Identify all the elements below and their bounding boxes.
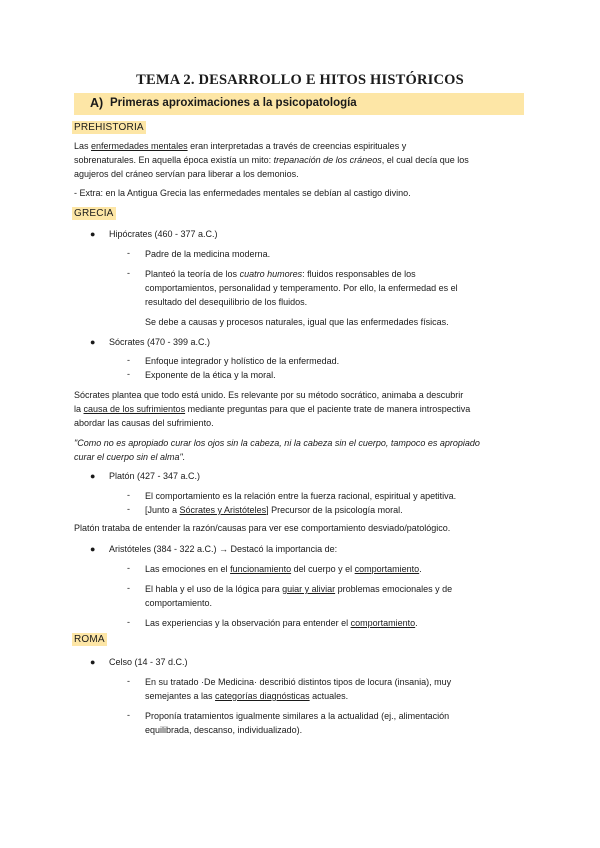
quote-line-1: "Como no es apropiado curar los ojos sin la cabeza, ni la cabeza sin el cuerpo, tampoco es apropiado — [74, 438, 480, 448]
section-header — [74, 93, 524, 115]
socrates-sub-1: Enfoque integrador y holístico de la enfermedad. — [145, 356, 340, 366]
hipocrates-item: Hipócrates (460 - 377 a.C.) — [109, 229, 218, 239]
dash-icon: - — [127, 248, 130, 258]
prehistoria-line-1: Las enfermedades mentales eran interpretadas a través de creencias espirituales y — [74, 141, 407, 151]
heading-prehistoria: PREHISTORIA — [74, 122, 144, 133]
hipocrates-sub-2-line-1: Planteó la teoría de los cuatro humores: fluidos responsables de los — [145, 269, 416, 279]
dash-icon: - — [127, 710, 130, 720]
celso-sub-1-line-2: semejantes a las categorías diagnósticas actuales. — [145, 691, 349, 701]
bullet-icon: ● — [90, 471, 96, 481]
prehistoria-line-2: sobrenaturales. En aquella época existía un mito: trepanación de los cráneos, el cual decía que los — [74, 155, 469, 165]
dash-icon: - — [127, 490, 130, 500]
hipocrates-sub-3: Se debe a causas y procesos naturales, igual que las enfermedades físicas. — [145, 317, 449, 327]
dash-icon: - — [127, 676, 130, 686]
socrates-para-line-1: Sócrates plantea que todo está unido. Es relevante por su método socrático, animaba a descubrir — [74, 390, 464, 400]
dash-icon: - — [127, 504, 130, 514]
celso-sub-2-line-2: equilibrada, descanso, individualizado). — [145, 725, 303, 735]
quote-line-2: curar el cuerpo sin el alma". — [74, 452, 186, 462]
prehistoria-extra: - Extra: en la Antigua Grecia las enfermedades mentales se debían al castigo divino. — [74, 188, 411, 198]
dash-icon: - — [127, 583, 130, 593]
hipocrates-sub-2-line-2: comportamientos, personalidad y temperamento. Por ello, la enfermedad es el — [145, 283, 458, 293]
aristoteles-sub-2-line-2: comportamiento. — [145, 598, 213, 608]
aristoteles-sub-2-line-1: El habla y el uso de la lógica para guiar y aliviar problemas emocionales y de — [145, 584, 453, 594]
hipocrates-sub-2-line-3: resultado del desequilibrio de los fluidos. — [145, 297, 308, 307]
prehistoria-line-3: agujeros del cráneo servían para liberar a los demonios. — [74, 169, 299, 179]
heading-roma: ROMA — [74, 634, 105, 645]
platon-sub-1: El comportamiento es la relación entre la fuerza racional, espiritual y apetitiva. — [145, 491, 457, 501]
bullet-icon: ● — [90, 337, 96, 347]
bullet-icon: ● — [90, 657, 96, 667]
page-title: TEMA 2. DESARROLLO E HITOS HISTÓRICOS — [136, 72, 464, 88]
socrates-para-line-2: la causa de los sufrimientos mediante preguntas para que el paciente trate de manera introspectiva — [74, 404, 471, 414]
dash-icon: - — [127, 563, 130, 573]
dash-icon: - — [127, 268, 130, 278]
section-label: Primeras aproximaciones a la psicopatología — [110, 97, 357, 109]
platon-para: Platón trataba de entender la razón/causas para ver ese comportamiento desviado/patológico. — [74, 523, 451, 533]
dash-icon: - — [127, 355, 130, 365]
dash-icon: - — [127, 617, 130, 627]
section-letter: A) — [90, 96, 104, 110]
celso-sub-2-line-1: Proponía tratamientos igualmente similares a la actualidad (ej., alimentación — [145, 711, 450, 721]
celso-item: Celso (14 - 37 d.C.) — [109, 657, 188, 667]
aristoteles-sub-3: Las experiencias y la observación para entender el comportamiento. — [145, 618, 418, 628]
dash-icon: - — [127, 369, 130, 379]
aristoteles-item: Aristóteles (384 - 322 a.C.) → Destacó la importancia de: — [109, 544, 338, 554]
socrates-para-line-3: abordar las causas del sufrimiento. — [74, 418, 214, 428]
celso-sub-1-line-1: En su tratado ·De Medicina· describió distintos tipos de locura (insania), muy — [145, 677, 452, 687]
platon-item: Platón (427 - 347 a.C.) — [109, 471, 201, 481]
aristoteles-sub-1: Las emociones en el funcionamiento del cuerpo y el comportamiento. — [145, 564, 422, 574]
heading-grecia: GRECIA — [74, 208, 114, 219]
hipocrates-sub-1: Padre de la medicina moderna. — [145, 249, 271, 259]
bullet-icon: ● — [90, 544, 96, 554]
bullet-icon: ● — [90, 229, 96, 239]
platon-sub-2: [Junto a Sócrates y Aristóteles] Precursor de la psicología moral. — [145, 505, 403, 515]
socrates-item: Sócrates (470 - 399 a.C.) — [109, 337, 211, 347]
socrates-sub-2: Exponente de la ética y la moral. — [145, 370, 276, 380]
